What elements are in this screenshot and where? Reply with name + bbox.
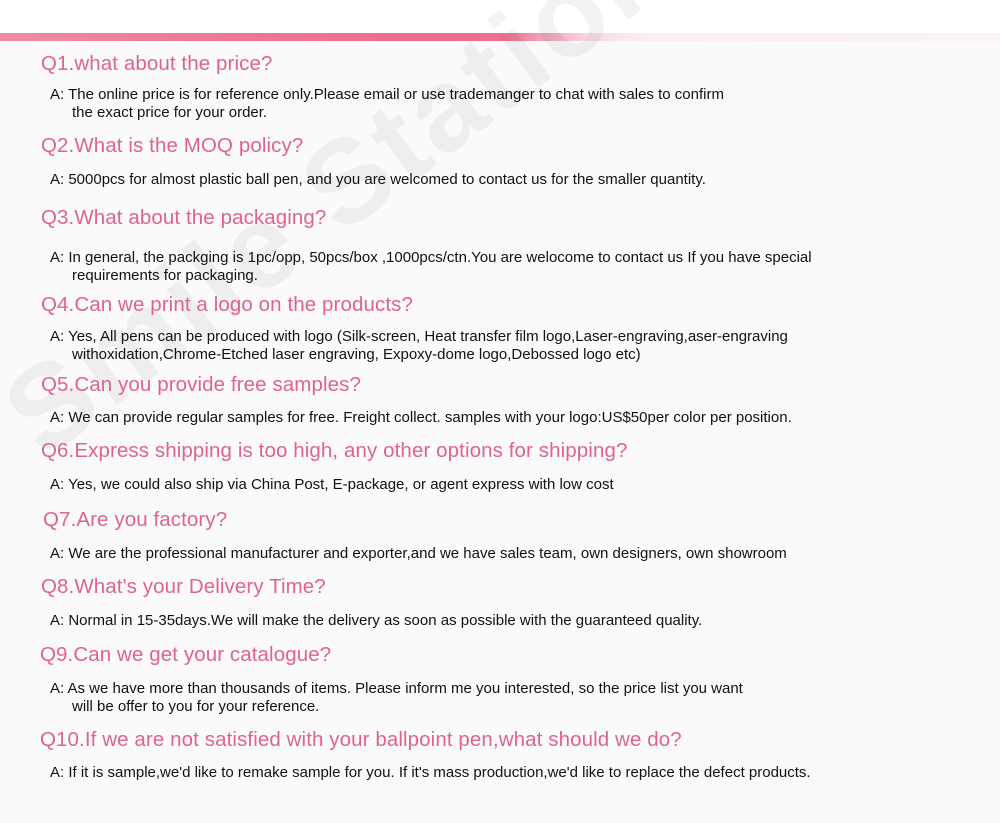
faq-answer-2-line1: A: 5000pcs for almost plastic ball pen, and you are welcomed to contact us for the smaller quantity.: [50, 171, 706, 188]
faq-answer-4-line2: withoxidation,Chrome-Etched laser engraving, Expoxy-dome logo,Debossed logo etc): [72, 346, 641, 363]
faq-question-9: Q9.Can we get your catalogue?: [40, 643, 332, 666]
faq-answer-1: [50, 86, 724, 122]
faq-answer-7-line1: A: We are the professional manufacturer and exporter,and we have sales team, own designers, own showroom: [50, 545, 787, 562]
faq-answer-9-line1: A: As we have more than thousands of items. Please inform me you interested, so the price list you want: [50, 680, 743, 697]
faq-answer-3-line2: requirements for packaging.: [72, 267, 258, 284]
faq-answer-9-line2: will be offer to you for your reference.: [72, 698, 320, 715]
faq-answer-10-line1: A: If it is sample,we'd like to remake sample for you. If it's mass production,we'd like to replace the defect products.: [50, 764, 811, 781]
faq-answer-1-line2: the exact price for your order.: [72, 104, 268, 121]
faq-answer-1-line1: A: The online price is for reference only.Please email or use trademanger to chat with sales to confirm: [50, 86, 724, 103]
faq-question-2: Q2.What is the MOQ policy?: [41, 134, 304, 157]
faq-answer-6-line1: A: Yes, we could also ship via China Post, E-package, or agent express with low cost: [50, 476, 614, 493]
faq-question-10: Q10.If we are not satisfied with your ballpoint pen,what should we do?: [40, 728, 682, 751]
faq-question-6: Q6.Express shipping is too high, any other options for shipping?: [41, 439, 628, 462]
faq-question-4: Q4.Can we print a logo on the products?: [41, 293, 413, 316]
faq-answer-3: [50, 249, 812, 285]
faq-answer-8-line1: A: Normal in 15-35days.We will make the delivery as soon as possible with the guaranteed quality.: [50, 612, 703, 629]
faq-question-8: Q8.What's your Delivery Time?: [41, 575, 326, 598]
faq-question-3: Q3.What about the packaging?: [41, 206, 327, 229]
faq-answer-6: [50, 476, 614, 494]
faq-answer-3-line1: A: In general, the packging is 1pc/opp, 50pcs/box ,1000pcs/ctn.You are welocome to contact us If you have special: [50, 249, 812, 266]
faq-question-1: Q1.what about the price?: [41, 52, 273, 75]
faq-answer-2: [50, 171, 706, 189]
faq-answer-9: [50, 680, 743, 716]
faq-question-5: Q5.Can you provide free samples?: [41, 373, 361, 396]
faq-answer-5-line1: A: We can provide regular samples for free. Freight collect. samples with your logo:US$50per color per position.: [50, 409, 792, 426]
faq-answer-5: [50, 409, 792, 427]
faq-answer-4: [50, 328, 788, 364]
faq-answer-4-line1: A: Yes, All pens can be produced with logo (Silk-screen, Heat transfer film logo,Laser-engraving,aser-engraving: [50, 328, 788, 345]
faq-answer-8: [50, 612, 702, 630]
faq-answer-7: [50, 545, 787, 563]
faq-question-7: Q7.Are you factory?: [43, 508, 228, 531]
faq-answer-10: [50, 764, 811, 782]
